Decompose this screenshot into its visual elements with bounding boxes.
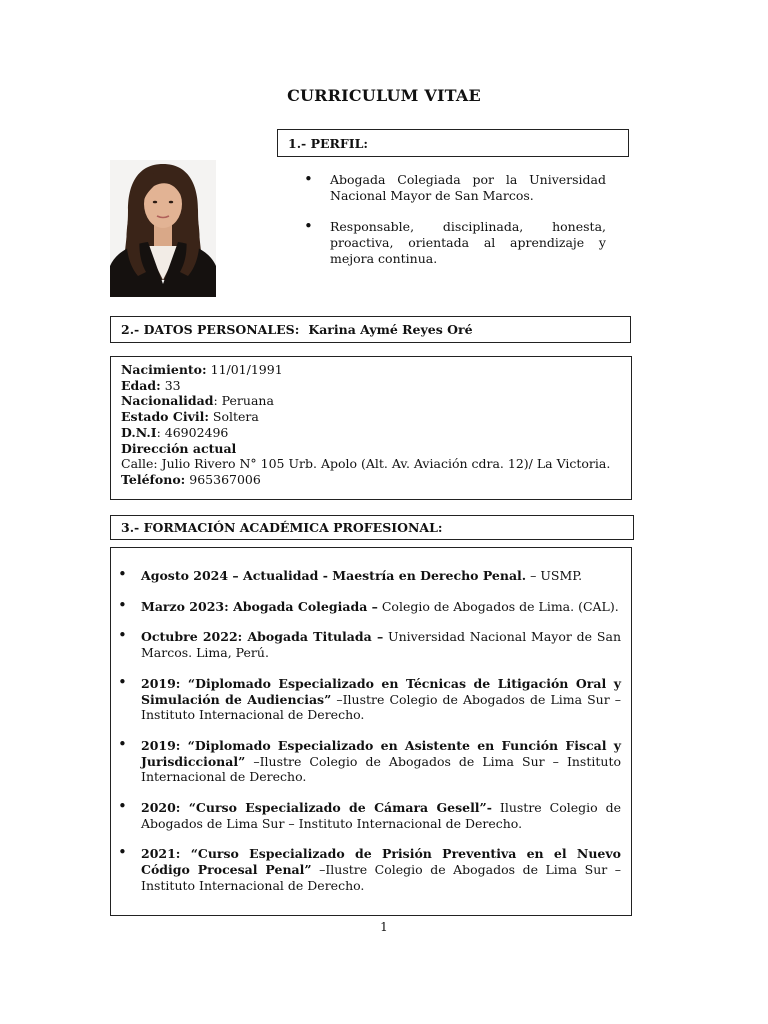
edad-value: 33	[160, 377, 181, 393]
profile-photo	[110, 160, 216, 297]
nacimiento-label: Nacimiento:	[121, 362, 207, 377]
formacion-item-title: 2020: “Curso Especializado de Cámara Gesell”-	[141, 800, 492, 816]
formacion-item-detail: Universidad Nacional Mayor de San Marcos. Lima, Perú.	[141, 629, 621, 661]
formacion-item	[141, 568, 621, 584]
formacion-list	[141, 568, 621, 909]
perfil-item: • Abogada Colegiada por la Universidad Nacional Mayor de San Marcos.	[304, 172, 606, 204]
formacion-item-detail: Ilustre Colegio de Abogados de Lima Sur – Instituto Internacional de Derecho.	[141, 800, 621, 831]
estado-civil-value: Soltera	[208, 409, 259, 425]
datos-header-name: Karina Aymé Reyes Oré	[308, 322, 473, 337]
formacion-item-detail: –Ilustre Colegio de Abogados de Lima Sur – Instituto Internacional de Derecho.	[141, 691, 621, 723]
telefono-label: Teléfono:	[121, 471, 186, 487]
formacion-header: 3.- FORMACIÓN ACADÉMICA PROFESIONAL:	[110, 515, 634, 540]
estado-civil-label: Estado Civil:	[121, 409, 209, 425]
formacion-item-detail: – USMP.	[526, 568, 583, 583]
edad-label: Edad:	[121, 377, 161, 393]
formacion-item-detail: –Ilustre Colegio de Abogados de Lima Sur – Instituto Internacional de Derecho.	[141, 753, 621, 785]
formacion-item-title: Agosto 2024 – Actualidad - Maestría en Derecho Penal.	[141, 568, 527, 583]
formacion-item	[141, 676, 621, 723]
nacionalidad-row	[121, 393, 621, 409]
formacion-box	[110, 547, 632, 916]
nacimiento-value: 11/01/1991	[206, 362, 283, 377]
datos-header-label: 2.- DATOS PERSONALES:	[121, 322, 300, 337]
direccion-value: Calle: Julio Rivero N° 105 Urb. Apolo (Alt. Av. Aviación cdra. 12)/ La Victoria.	[121, 456, 611, 472]
formacion-item	[141, 738, 621, 785]
formacion-item-title: Octubre 2022: Abogada Titulada –	[141, 629, 384, 645]
perfil-item: • Responsable, disciplinada, honesta, proactiva, orientada al aprendizaje y mejora continua.	[304, 219, 606, 267]
dni-value: : 46902496	[156, 424, 229, 440]
formacion-item	[141, 800, 621, 831]
dni-label: D.N.I	[121, 424, 157, 440]
estado-civil-row	[121, 409, 621, 425]
nacimiento-row	[121, 362, 621, 378]
formacion-item-title: Marzo 2023: Abogada Colegiada –	[141, 598, 378, 614]
document-title: CURRICULUM VITAE	[287, 86, 481, 105]
formacion-item-title: 2019: “Diplomado Especializado en Técnicas de Litigación Oral y Simulación de Audiencias”	[141, 675, 621, 707]
telefono-value: 965367006	[185, 471, 261, 487]
formacion-item-title: 2021: “Curso Especializado de Prisión Preventiva en el Nuevo Código Procesal Penal”	[141, 846, 621, 878]
formacion-item-detail: Colegio de Abogados de Lima. (CAL).	[377, 598, 619, 614]
telefono-row	[121, 472, 621, 488]
formacion-item	[141, 629, 621, 660]
datos-box	[110, 356, 632, 500]
direccion-label-row	[121, 441, 621, 457]
page-number: 1	[380, 920, 388, 934]
formacion-item-title: 2019: “Diplomado Especializado en Asistente en Función Fiscal y Jurisdiccional”	[141, 737, 621, 769]
direccion-label: Dirección actual	[121, 440, 237, 456]
edad-row	[121, 378, 621, 394]
formacion-item-detail: –Ilustre Colegio de Abogados de Lima Sur – Instituto Internacional de Derecho.	[141, 862, 621, 893]
formacion-item	[141, 846, 621, 893]
formacion-item	[141, 599, 621, 615]
dni-row	[121, 425, 621, 441]
perfil-list	[304, 172, 606, 282]
datos-header	[110, 316, 631, 343]
nacionalidad-label: Nacionalidad	[121, 393, 214, 409]
perfil-header: 1.- PERFIL:	[277, 129, 629, 157]
nacionalidad-value: : Peruana	[213, 393, 274, 409]
